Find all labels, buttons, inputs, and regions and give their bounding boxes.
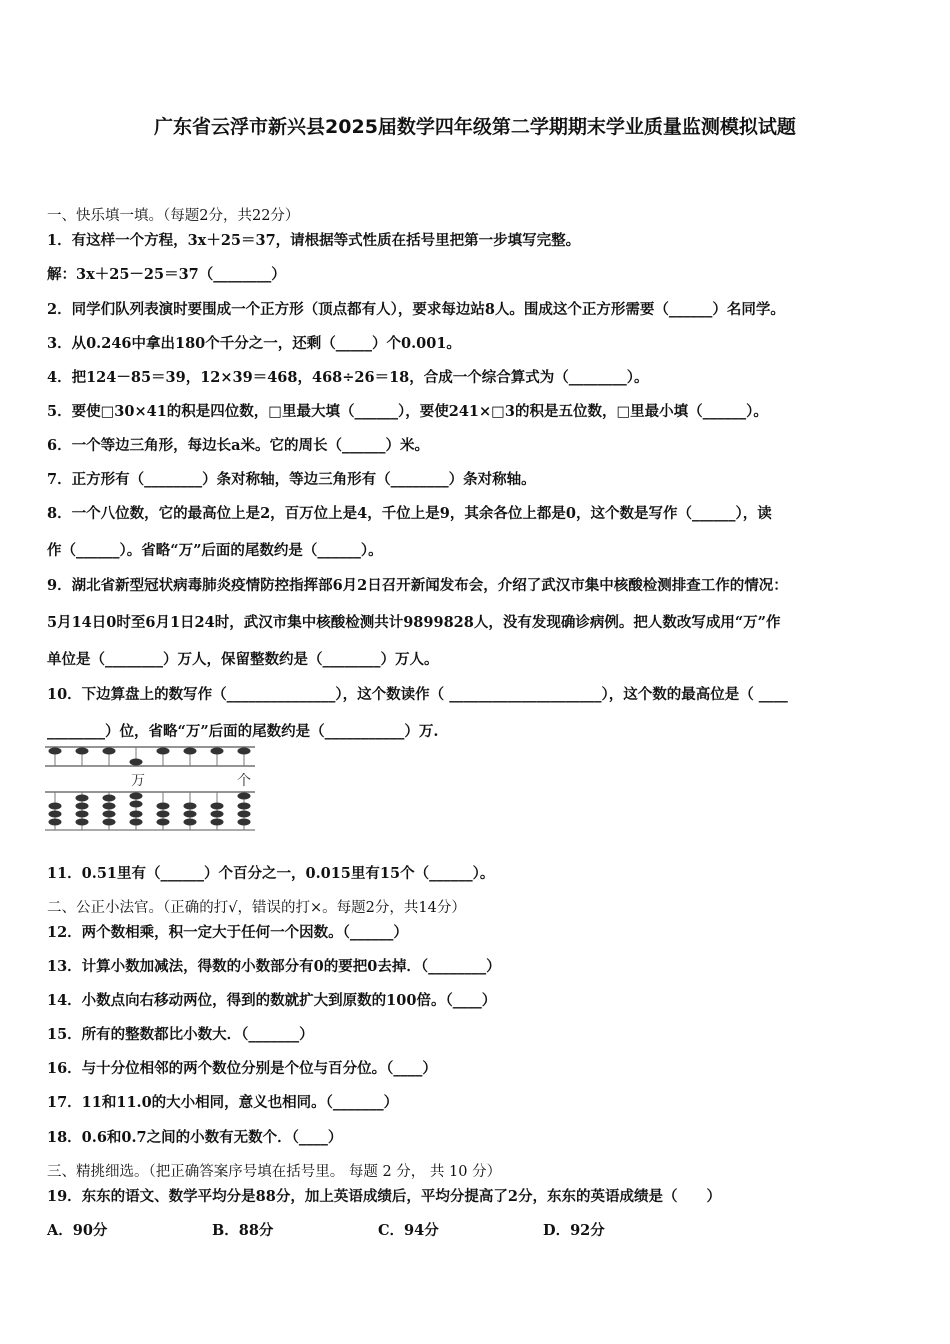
question-16: 16．与十分位相邻的两个数位分别是个位与百分位。（____） (47, 1060, 437, 1077)
question-8-line-1: 8．一个八位数，它的最高位上是2，百万位上是4，千位上是9，其余各位上都是0，这个数是写作（______），读 (47, 505, 772, 522)
question-10-line-2: ________）位，省略“万”后面的尾数约是（___________）万. (47, 723, 439, 740)
question-9-line-1: 9．湖北省新型冠状病毒肺炎疫情防控指挥部6月2日召开新闻发布会，介绍了武汉市集中核酸检测排查工作的情况： (47, 577, 788, 594)
choice-b: B．88分 (212, 1222, 274, 1239)
question-1: 1．有这样一个方程，3x＋25＝37，请根据等式性质在括号里把第一步填写完整。 (47, 232, 581, 249)
question-11: 11．0.51里有（______）个百分之一，0.015里有15个（______）。 (47, 865, 495, 882)
question-1-solution: 解：3x＋25－25＝37（________） (47, 266, 286, 283)
question-15: 15．所有的整数都比小数大．（_______） (47, 1026, 314, 1043)
choice-a: A．90分 (47, 1222, 108, 1239)
question-3: 3．从0.246中拿出180个千分之一，还剩（_____）个0.001。 (47, 335, 461, 352)
section-heading-2: 二、公正小法官。（正确的打√，错误的打×。每题2分，共14分） (47, 900, 466, 916)
abacus-label-wan: 万 (131, 773, 145, 789)
page-title: 广东省云浮市新兴县2025届数学四年级第二学期期末学业质量监测模拟试题 (154, 116, 796, 138)
question-9-line-2: 5月14日0时至6月1日24时，武汉市集中核酸检测共计9899828人，没有发现确诊病例。把人数改写成用“万”作 (47, 614, 781, 631)
question-12: 12．两个数相乘，积一定大于任何一个因数。（______） (47, 924, 408, 941)
question-5: 5．要使□30×41的积是四位数，□里最大填（______），要使241×□3的积是五位数，□里最小填（______）。 (47, 403, 768, 420)
question-7: 7．正方形有（________）条对称轴，等边三角形有（________）条对称轴。 (47, 471, 536, 488)
question-6: 6．一个等边三角形，每边长a米。它的周长（______）米。 (47, 437, 429, 454)
question-2: 2．同学们队列表演时要围成一个正方形（顶点都有人），要求每边站8人。围成这个正方形需要（______）名同学。 (47, 301, 785, 318)
question-4: 4．把124－85＝39，12×39＝468，468÷26＝18，合成一个综合算式为（________）。 (47, 369, 649, 386)
question-10-line-1: 10．下边算盘上的数写作（_______________），这个数读作（ _____________________），这个数的最高位是（ ____ (47, 686, 788, 703)
choice-d: D．92分 (543, 1222, 605, 1239)
question-14: 14．小数点向右移动两位，得到的数就扩大到原数的100倍。（____） (47, 992, 497, 1009)
choice-c: C．94分 (378, 1222, 439, 1239)
section-heading-1: 一、快乐填一填。（每题2分，共22分） (47, 208, 300, 224)
question-13: 13．计算小数加减法，得数的小数部分有0的要把0去掉．（________） (47, 958, 501, 975)
question-18: 18．0.6和0.7之间的小数有无数个．（____） (47, 1129, 343, 1146)
section-heading-3: 三、精挑细选。（把正确答案序号填在括号里。 每题 2 分， 共 10 分） (47, 1164, 502, 1180)
abacus-figure (45, 744, 257, 832)
question-9-line-3: 单位是（________）万人，保留整数约是（________）万人。 (47, 651, 439, 668)
question-19: 19．东东的语文、数学平均分是88分，加上英语成绩后，平均分提高了2分，东东的英语成绩是（ ） (47, 1188, 721, 1205)
question-17: 17．11和11.0的大小相同，意义也相同。（_______） (47, 1094, 399, 1111)
question-8-line-2: 作（______）。省略“万”后面的尾数约是（______）。 (47, 542, 383, 559)
abacus-label-ge: 个 (237, 773, 251, 789)
